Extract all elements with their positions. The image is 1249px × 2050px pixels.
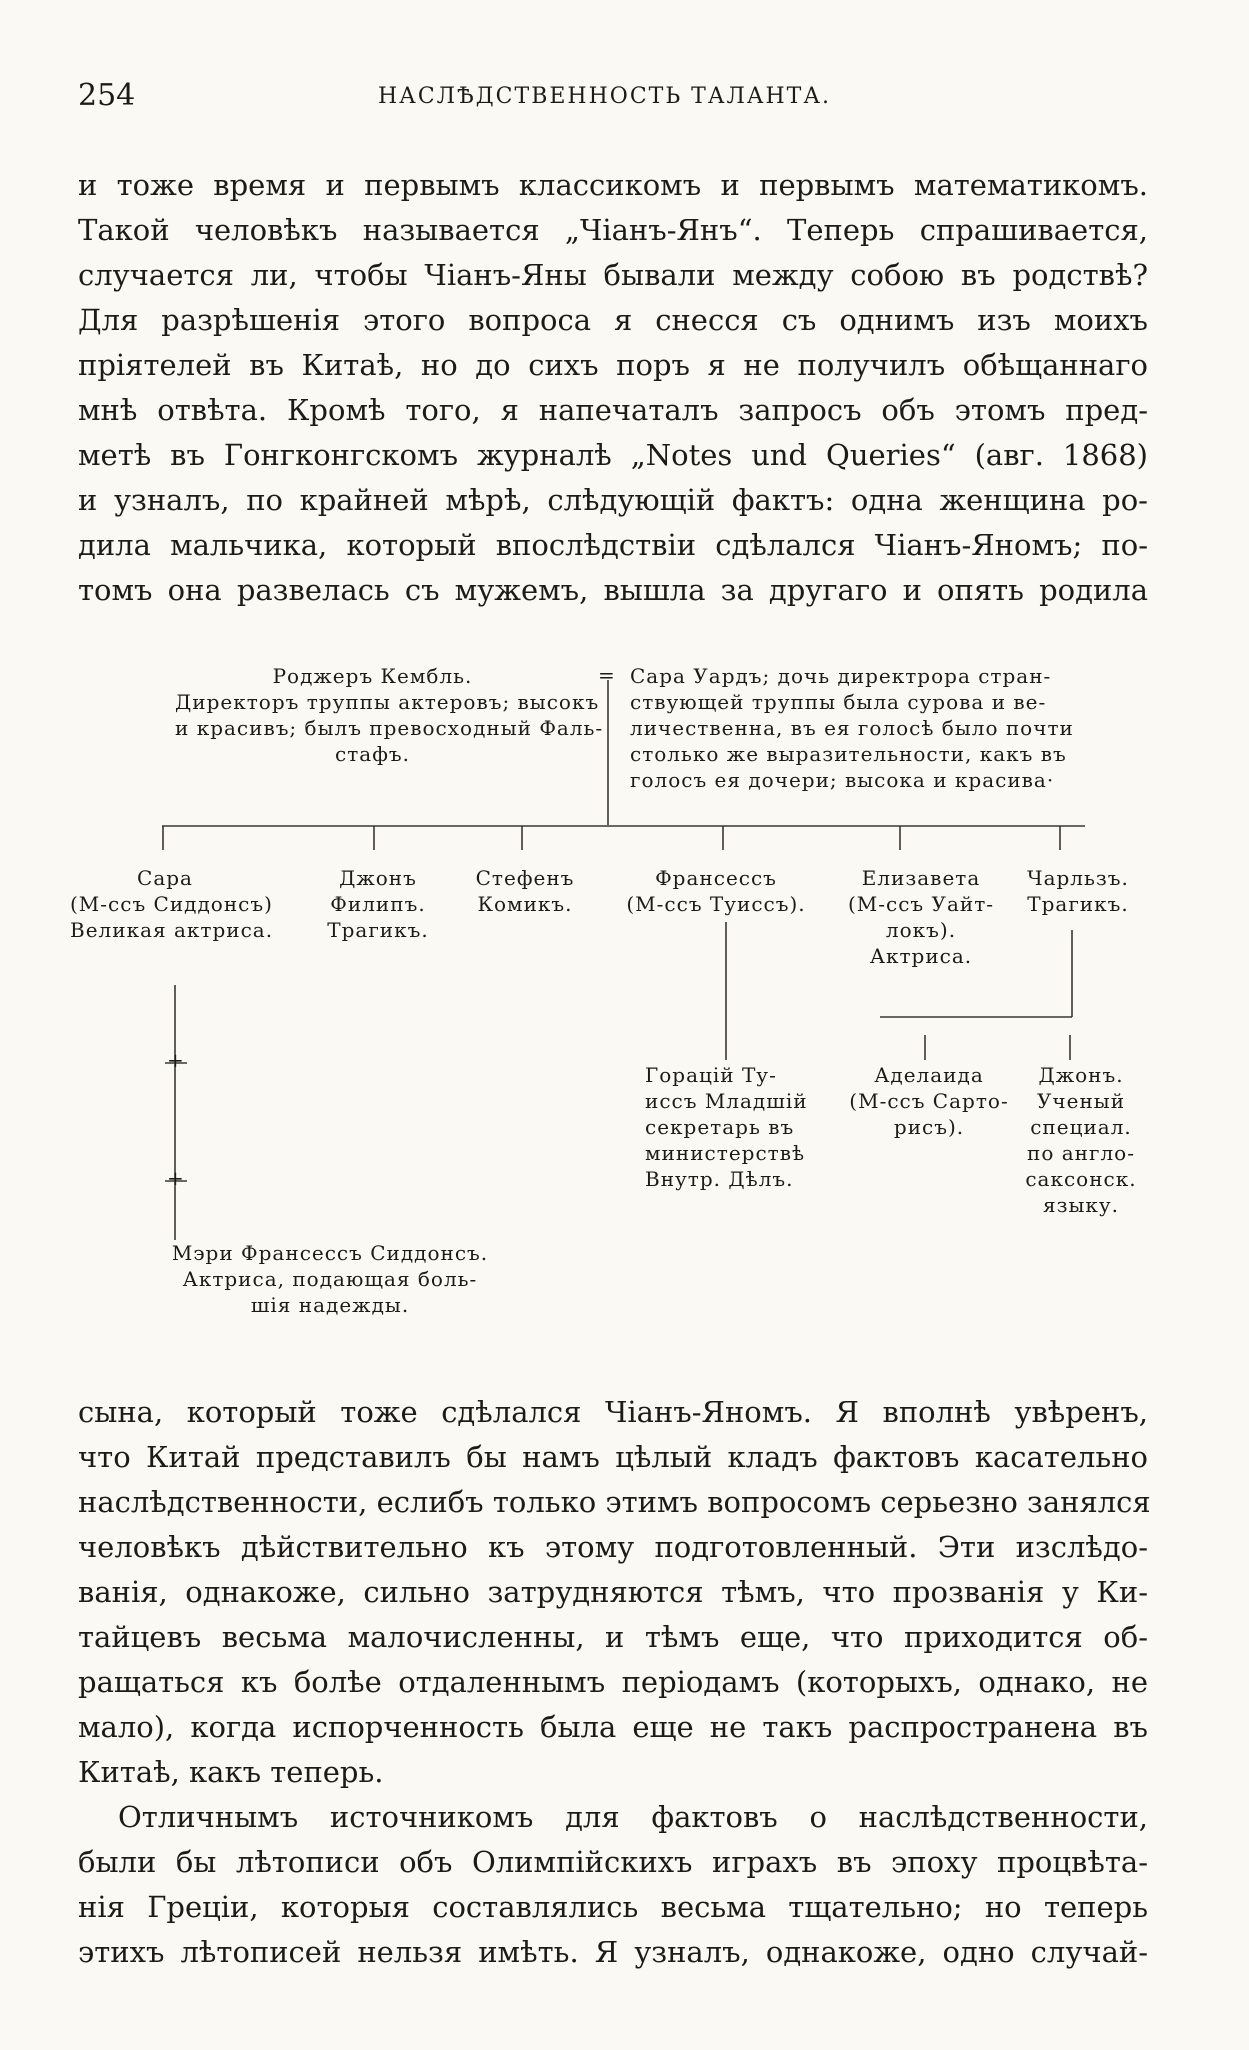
text-line: нія Греціи, которыя составлялись весьма тщательно; но теперь <box>78 1890 1148 1924</box>
name-line: Горацій Ту- <box>645 1063 777 1087</box>
desc-line: (М-ссъ Сарто- <box>849 1089 1009 1113</box>
desc-line: Трагикъ. <box>327 918 429 942</box>
person-john-kemble <box>1015 1062 1147 1218</box>
person-roger-kemble <box>175 663 604 767</box>
desc-line: рисъ). <box>893 1115 965 1139</box>
desc-line: локъ). <box>885 918 957 942</box>
paragraph-bottom <box>78 1795 1148 1975</box>
name-line: Роджеръ Кембль. <box>272 664 473 688</box>
desc-line: Директоръ труппы актеровъ; высокъ <box>175 690 600 714</box>
name-line: Чарльзъ. <box>1027 866 1129 890</box>
person-sarah-siddons <box>70 865 274 943</box>
desc-line: Внутр. Дѣлъ. <box>645 1167 794 1191</box>
name-line: Джонъ <box>339 866 417 890</box>
desc-line: стафъ. <box>335 742 410 766</box>
name-line: Сара Уардъ; дочь директрора стран- <box>630 664 1052 688</box>
desc-line: Актриса. <box>869 944 973 968</box>
text-line: были бы лѣтописи объ Олимпійскихъ играхъ въ эпоху процвѣта- <box>78 1845 1148 1879</box>
desc-line: языку. <box>1042 1193 1120 1217</box>
text-line: томъ она развелась съ мужемъ, вышла за другаго и опять родила <box>78 573 1148 607</box>
text-line: что Китай представилъ бы намъ цѣлый кладъ фактовъ касательно <box>78 1440 1148 1474</box>
text-line: сына, который тоже сдѣлался Чіанъ-Яномъ. Я вполнѣ увѣренъ, <box>78 1395 1148 1429</box>
person-frances <box>605 865 827 917</box>
marriage-sign: = <box>598 663 616 687</box>
text-line: Отличнымъ источникомъ для фактовъ о наслѣдственности, <box>118 1800 1148 1834</box>
desc-line: Ученый <box>1036 1089 1126 1113</box>
desc-line: Филипъ. <box>330 892 426 916</box>
text-line: и узналъ, по крайней мѣрѣ, слѣдующій фактъ: одна женщина ро- <box>78 483 1148 517</box>
desc-line: (М-ссъ Туиссъ). <box>626 892 806 916</box>
text-line: Китаѣ, какъ теперь. <box>78 1755 384 1789</box>
text-line: Такой человѣкъ называется „Чіанъ-Янъ“. Теперь спрашивается, <box>78 213 1148 247</box>
running-title: НАСЛѢДСТВЕННОСТЬ ТАЛАНТА. <box>378 84 832 109</box>
desc-line: Великая актриса. <box>70 918 274 942</box>
person-charles <box>1008 865 1148 917</box>
name-line: Стефенъ <box>475 866 575 890</box>
desc-line: Актриса, подающая боль- <box>182 1267 478 1291</box>
desc-line: (М-ссъ Сиддонсъ) <box>70 892 273 916</box>
text-line: человѣкъ дѣйствительно къ этому подготовленный. Эти изслѣдо- <box>78 1530 1148 1564</box>
text-line: наслѣдственности, еслибъ только этимъ вопросомъ серьезно занялся <box>78 1485 1151 1519</box>
text-line: дила мальчика, который впослѣдствіи сдѣлался Чіанъ-Яномъ; по- <box>78 528 1148 562</box>
text-line: мало), когда испорченность была еще не такъ распространена въ <box>78 1710 1148 1744</box>
desc-line: специал. <box>1030 1115 1132 1139</box>
desc-line: министерствѣ <box>645 1141 806 1165</box>
text-line: метѣ въ Гонгконгскомъ журналѣ „Notes und Queries“ (авг. 1868) <box>78 438 1148 472</box>
name-line: Елизавета <box>861 866 981 890</box>
desc-line: саксонск. <box>1025 1167 1137 1191</box>
person-stephen <box>470 865 580 917</box>
desc-line: секретарь въ <box>645 1115 795 1139</box>
desc-line: столько же выразительности, какъ въ <box>630 742 1067 766</box>
desc-line: личественна, въ ея голосѣ было почти <box>630 716 1074 740</box>
text-line: Для разрѣшенія этого вопроса я снесся съ однимъ изъ моихъ <box>78 303 1148 337</box>
desc-line: иссъ Младшій <box>645 1089 808 1113</box>
page-number: 254 <box>78 78 136 113</box>
text-line: случается ли, чтобы Чіанъ-Яны бывали между собою въ родствѣ? <box>78 258 1148 292</box>
desc-line: (М-ссъ Уайт- <box>847 892 995 916</box>
name-line: Джонъ. <box>1038 1063 1124 1087</box>
desc-line: ствующей труппы была сурова и ве- <box>630 690 1047 714</box>
desc-line: Трагикъ. <box>1027 892 1129 916</box>
text-line: ванія, однакоже, сильно затрудняются тѣмъ, что прозванія у Ки- <box>78 1575 1148 1609</box>
text-line: и тоже время и первымъ классикомъ и первымъ математикомъ. <box>78 168 1148 202</box>
name-line: Мэри Франсессъ Сиддонсъ. <box>171 1241 489 1265</box>
generation-cross: + <box>167 1048 185 1072</box>
person-john-philip <box>320 865 436 943</box>
text-line: мнѣ отвѣта. Кромѣ того, я напечаталъ запросъ объ этомъ пред- <box>78 393 1148 427</box>
person-horace-twiss <box>645 1062 808 1192</box>
desc-line: и красивъ; былъ превосходный Фаль- <box>175 716 604 740</box>
paragraph-middle <box>78 1390 1151 1795</box>
name-line: Аделаида <box>874 1063 984 1087</box>
text-line: пріятелей въ Китаѣ, но до сихъ поръ я не получилъ обѣщаннаго <box>78 348 1148 382</box>
name-line: Франсессъ <box>655 866 777 890</box>
person-elizabeth <box>840 865 1002 969</box>
desc-line: по англо- <box>1027 1141 1135 1165</box>
person-adelaide <box>845 1062 1013 1140</box>
person-sarah-ward <box>630 663 1074 793</box>
text-line: тайцевъ весьма малочисленны, и тѣмъ еще, что приходится об- <box>78 1620 1148 1654</box>
desc-line: голосъ ея дочери; высока и красива· <box>630 768 1055 792</box>
desc-line: Комикъ. <box>477 892 573 916</box>
text-line: ращаться къ болѣе отдаленнымъ періодамъ (которыхъ, однако, не <box>78 1665 1148 1699</box>
desc-line: шія надежды. <box>250 1293 410 1317</box>
person-mary-siddons <box>130 1240 530 1318</box>
text-line: этихъ лѣтописей нельзя имѣть. Я узналъ, однакоже, одно случай- <box>78 1935 1148 1969</box>
name-line: Сара <box>137 866 193 890</box>
generation-cross: + <box>167 1166 185 1190</box>
